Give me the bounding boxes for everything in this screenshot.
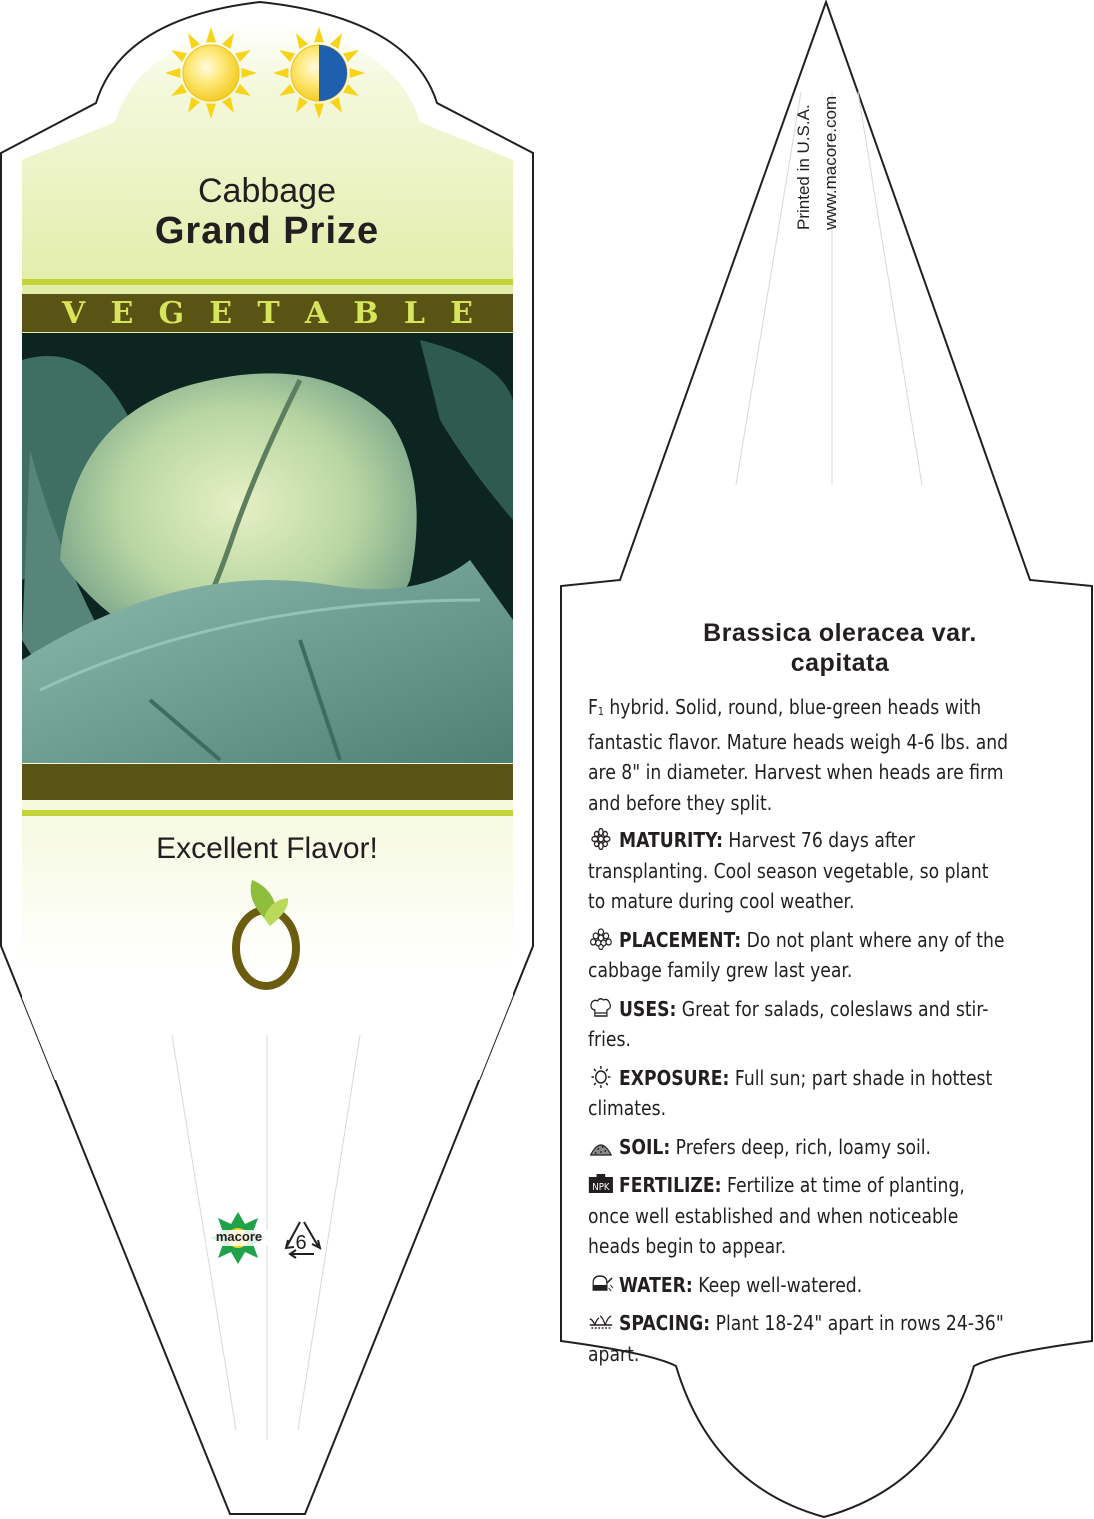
maturity-text: Harvest 76 days after transplanting. Cool season vegetable, so plant to mature during cool weather. bbox=[588, 828, 989, 913]
chef-hat-icon bbox=[588, 997, 614, 1019]
watering-can-icon bbox=[588, 1273, 614, 1295]
fertilize-label: FERTILIZE: bbox=[618, 1173, 722, 1197]
desc-text: hybrid. Solid, round, blue-green heads with fantastic flavor. Mature heads weigh 4-6 lbs. and are 8" in diameter. Harvest when heads are firm and before they split. bbox=[588, 695, 1009, 815]
water-section bbox=[588, 1270, 1009, 1301]
category-label bbox=[22, 294, 513, 332]
category-letter: L bbox=[403, 295, 425, 331]
top-divider bbox=[22, 279, 513, 285]
category-letter: E bbox=[209, 295, 233, 331]
description bbox=[588, 692, 1009, 818]
desc-subscript: 1 bbox=[597, 705, 604, 718]
spacing-section bbox=[588, 1308, 1009, 1369]
npk-text: NPK bbox=[592, 1181, 610, 1194]
maturity-label: MATURITY: bbox=[618, 828, 723, 852]
category-letter: G bbox=[158, 295, 185, 331]
soil-text: Prefers deep, rich, loamy soil. bbox=[670, 1134, 931, 1159]
water-text: Keep well-watered. bbox=[692, 1272, 863, 1297]
placement-section bbox=[588, 925, 1009, 986]
category-letter: A bbox=[304, 295, 329, 331]
common-name: Cabbage bbox=[197, 172, 336, 210]
category-letter: B bbox=[353, 295, 379, 331]
recycle-code: 6 bbox=[295, 1232, 307, 1254]
exposure-section bbox=[588, 1063, 1009, 1124]
fertilize-text: Fertilize at time of planting, once well established and when noticeable heads begin to appear. bbox=[588, 1173, 965, 1258]
soil-icon bbox=[588, 1135, 614, 1157]
desc-prefix: F bbox=[588, 695, 598, 719]
placement-text: Do not plant where any of the cabbage family grew last year. bbox=[588, 927, 1005, 982]
fertilize-section bbox=[588, 1170, 1009, 1262]
brand-name: macore bbox=[215, 1229, 263, 1244]
soil-section bbox=[588, 1132, 1009, 1163]
flower-icon bbox=[588, 828, 614, 850]
spacing-label: SPACING: bbox=[618, 1311, 711, 1335]
water-label: WATER: bbox=[618, 1272, 693, 1297]
exposure-label: EXPOSURE: bbox=[618, 1065, 730, 1090]
printer-info bbox=[790, 60, 850, 230]
spacing-icon bbox=[588, 1311, 614, 1333]
category-letter: E bbox=[450, 295, 473, 331]
soil-label: SOIL: bbox=[618, 1134, 671, 1159]
botanical-line-1: Brassica oleracea var. bbox=[703, 619, 977, 647]
uses-section bbox=[588, 994, 1009, 1055]
maturity-section bbox=[588, 825, 1009, 917]
photo-bottom-bar bbox=[22, 764, 513, 800]
bottom-divider bbox=[22, 810, 513, 816]
exposure-text: Full sun; part shade in hottest climates. bbox=[588, 1065, 993, 1120]
uses-label: USES: bbox=[618, 996, 677, 1021]
cabbage-photo bbox=[22, 333, 513, 763]
uses-text: Great for salads, coleslaws and stir-fries. bbox=[588, 996, 989, 1051]
category-letter: T bbox=[257, 295, 280, 331]
botanical-line-2: capitata bbox=[790, 649, 890, 677]
sun-outline-icon bbox=[588, 1066, 614, 1088]
botanical-name bbox=[590, 618, 1090, 678]
printed-in: Printed in U.S.A. bbox=[794, 104, 813, 230]
category-letter: V bbox=[62, 295, 86, 331]
tagline: Excellent Flavor! bbox=[156, 832, 378, 865]
npk-icon bbox=[588, 1173, 614, 1195]
variety-name: Grand Prize bbox=[154, 210, 380, 252]
grapes-icon bbox=[588, 928, 614, 950]
category-letter: E bbox=[110, 295, 134, 331]
placement-label: PLACEMENT: bbox=[618, 927, 742, 952]
spacing-text: Plant 18-24" apart in rows 24-36" apart. bbox=[588, 1311, 1004, 1366]
care-info bbox=[588, 692, 1009, 1369]
website: www.macore.com bbox=[821, 95, 840, 230]
